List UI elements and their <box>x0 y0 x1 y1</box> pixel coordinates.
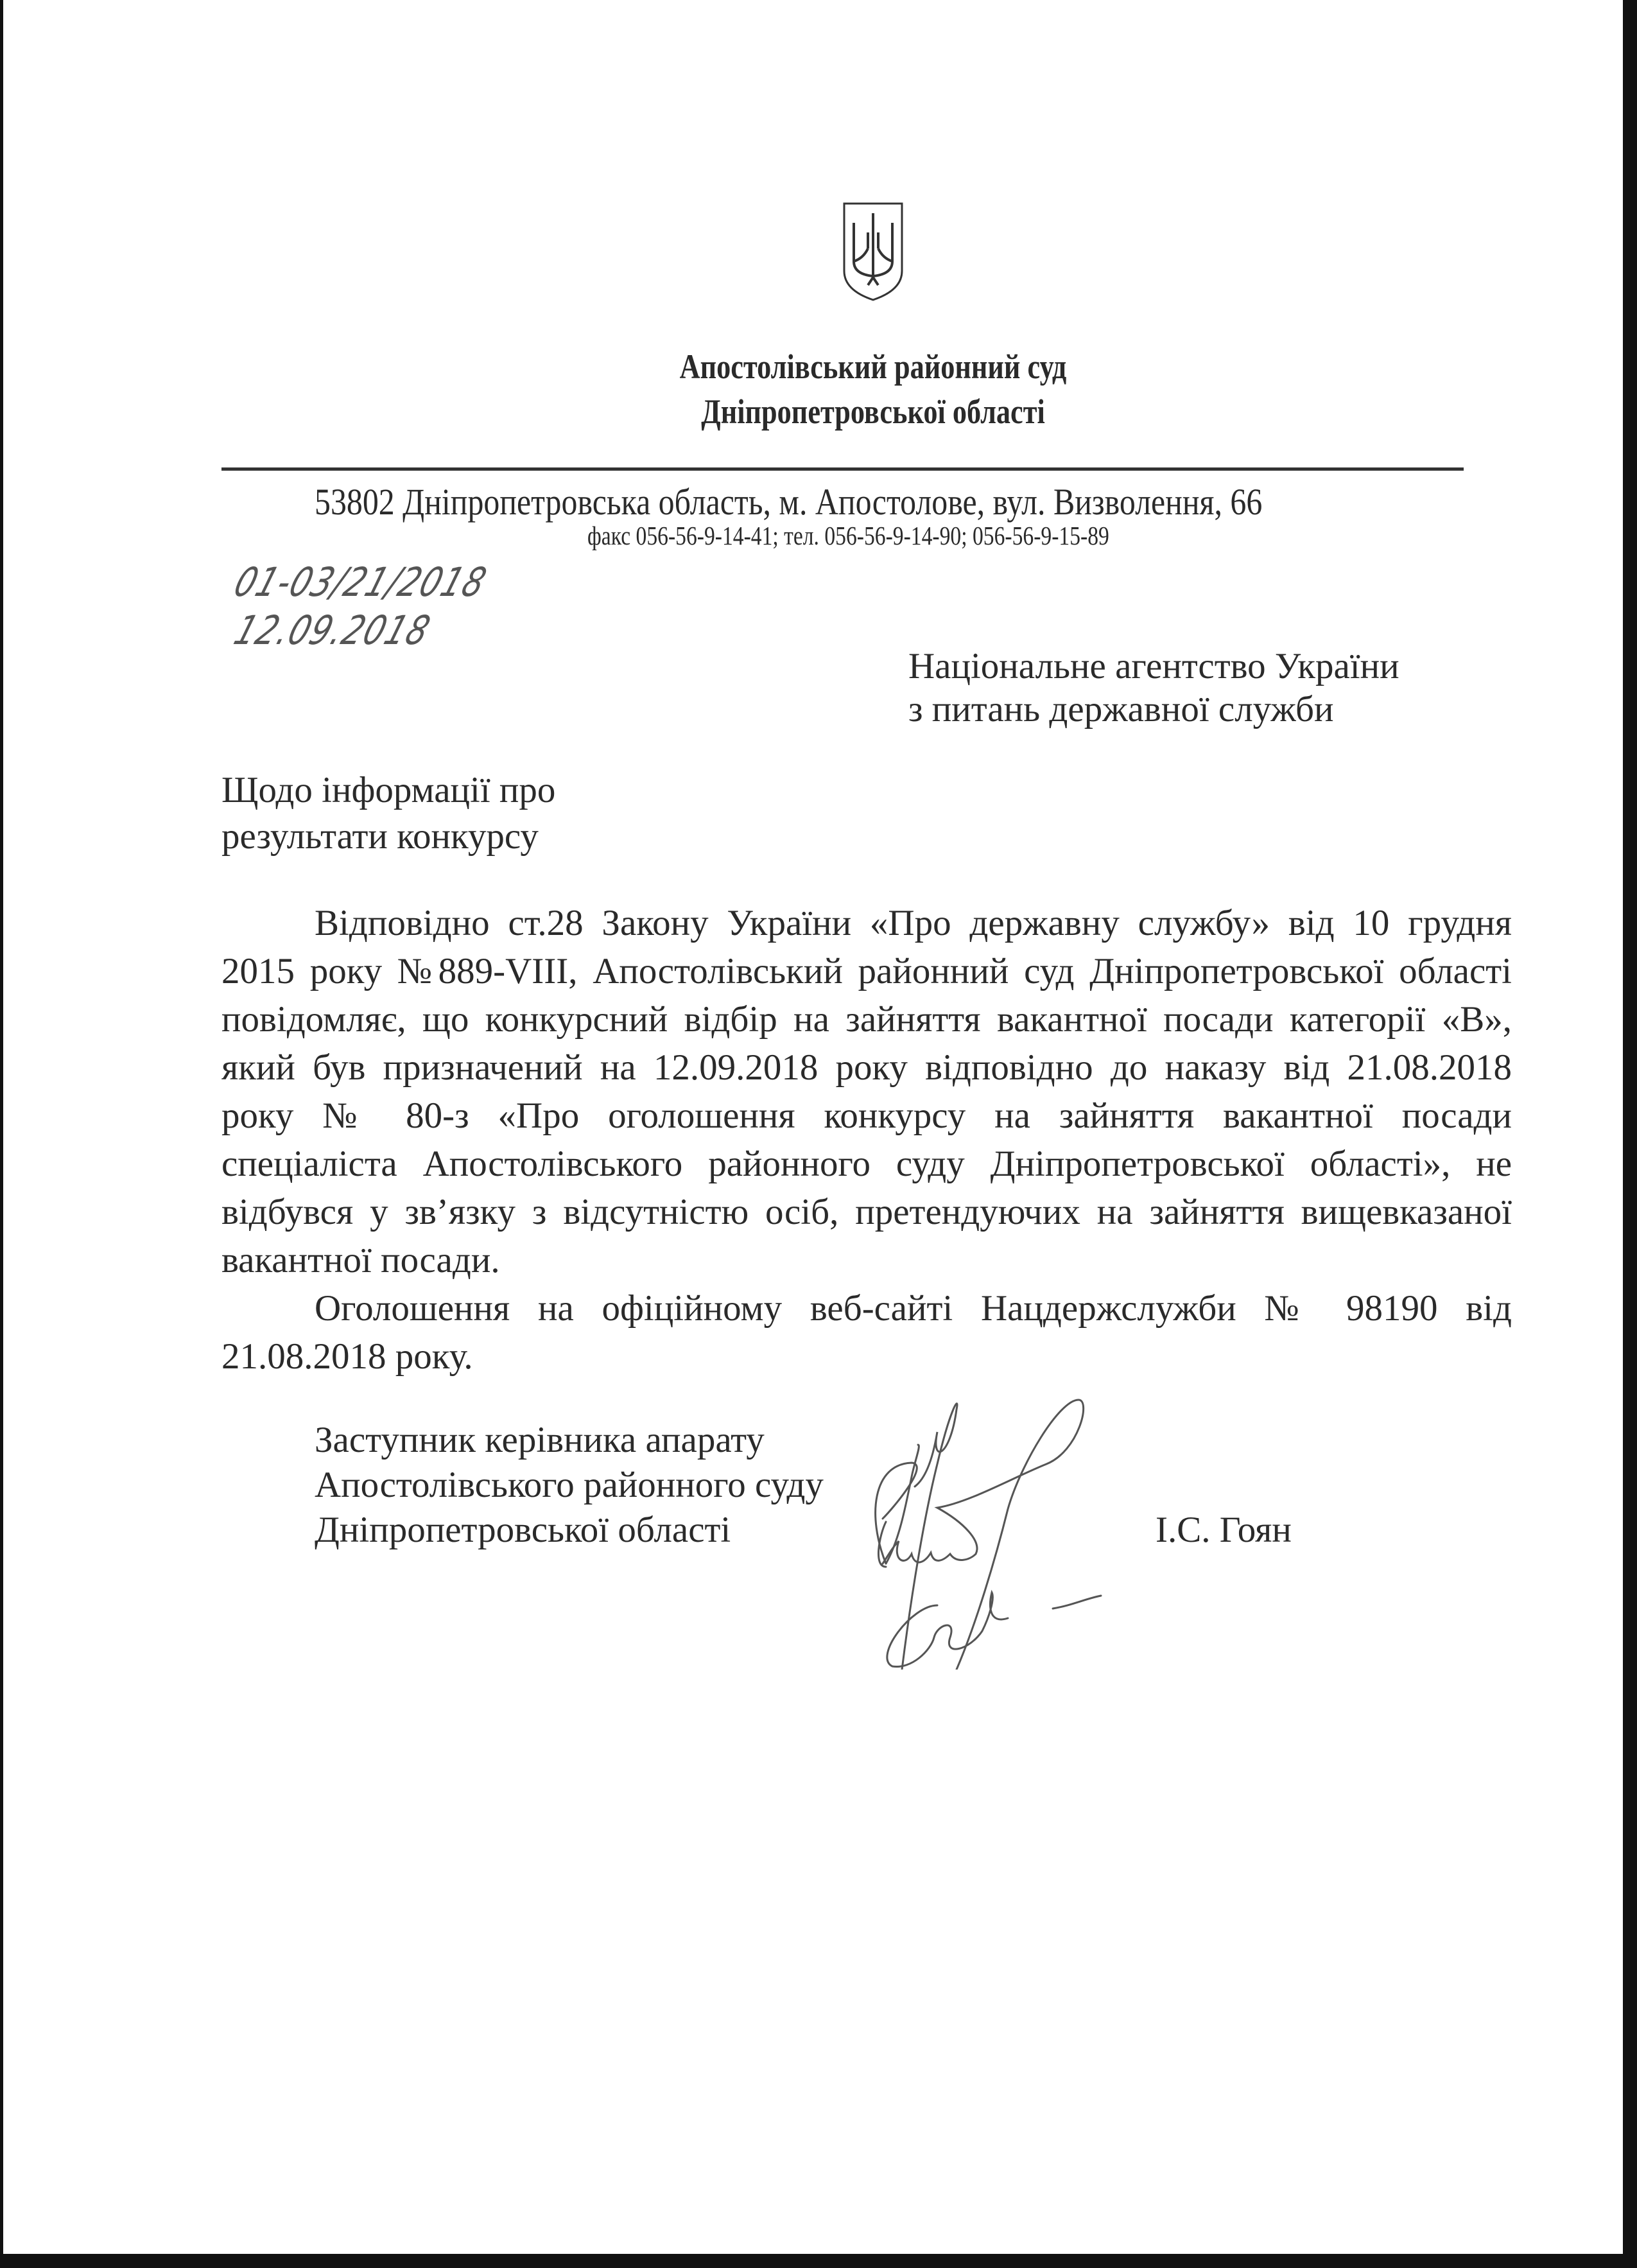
handwritten-signature-icon <box>802 1348 1252 1670</box>
org-contacts: факс 056-56-9-14-41; тел. 056-56-9-14-90; 056-56-9-15-89 <box>587 521 1109 550</box>
body-line: відбувся у зв’язку з відсутністю осіб, претендуючих на зайняття вищевказаної <box>221 1192 1512 1232</box>
trident-emblem-icon <box>841 200 905 303</box>
signer-name: І.С. Гоян <box>1156 1510 1292 1550</box>
org-address: 53802 Дніпропетровська область, м. Апостолове, вул. Визволення, 66 <box>315 481 1263 523</box>
subject-line1: Щодо інформації про <box>221 770 556 810</box>
registration-number: 01-03/21/2018 <box>229 559 493 606</box>
body-line: 2015 року №889-VIII, Апостолівський районний суд Дніпропетровської області <box>221 951 1512 991</box>
org-name-line2: Дніпропетровської області <box>701 392 1045 431</box>
subject-line2: результати конкурсу <box>221 816 539 857</box>
signer-position-line1: Заступник керівника апарату <box>315 1420 765 1460</box>
scan-border-right <box>1623 0 1637 2268</box>
body-line: повідомляє, що конкурсний відбір на зайняття вакантної посади категорії «В», <box>221 999 1512 1040</box>
body-line: який був призначений на 12.09.2018 року відповідно до наказу від 21.08.2018 <box>221 1047 1512 1088</box>
signer-position-line3: Дніпропетровської області <box>315 1510 731 1550</box>
body-line: Відповідно ст.28 Закону України «Про державну службу» від 10 грудня <box>315 903 1512 943</box>
header-divider <box>221 467 1464 471</box>
addressee-line1: Національне агентство України <box>908 646 1399 686</box>
body-line: спеціаліста Апостолівського районного суду Дніпропетровської області», не <box>221 1144 1512 1184</box>
body-line: Оголошення на офіційному веб-сайті Нацдержслужби № 98190 від <box>315 1288 1512 1329</box>
letter-body <box>221 899 1512 1381</box>
scan-border-left <box>0 0 3 2268</box>
body-line: вакантної посади. <box>221 1240 500 1280</box>
signer-position-line2: Апостолівського районного суду <box>315 1465 824 1505</box>
org-name-line1: Апостолівський районний суд <box>679 347 1067 386</box>
body-line: 21.08.2018 року. <box>221 1336 473 1377</box>
scan-border-bottom <box>0 2254 1637 2268</box>
addressee-line2: з питань державної служби <box>908 689 1334 729</box>
registration-date: 12.09.2018 <box>229 607 437 654</box>
body-line: року № 80-з «Про оголошення конкурсу на зайняття вакантної посади <box>221 1095 1512 1136</box>
